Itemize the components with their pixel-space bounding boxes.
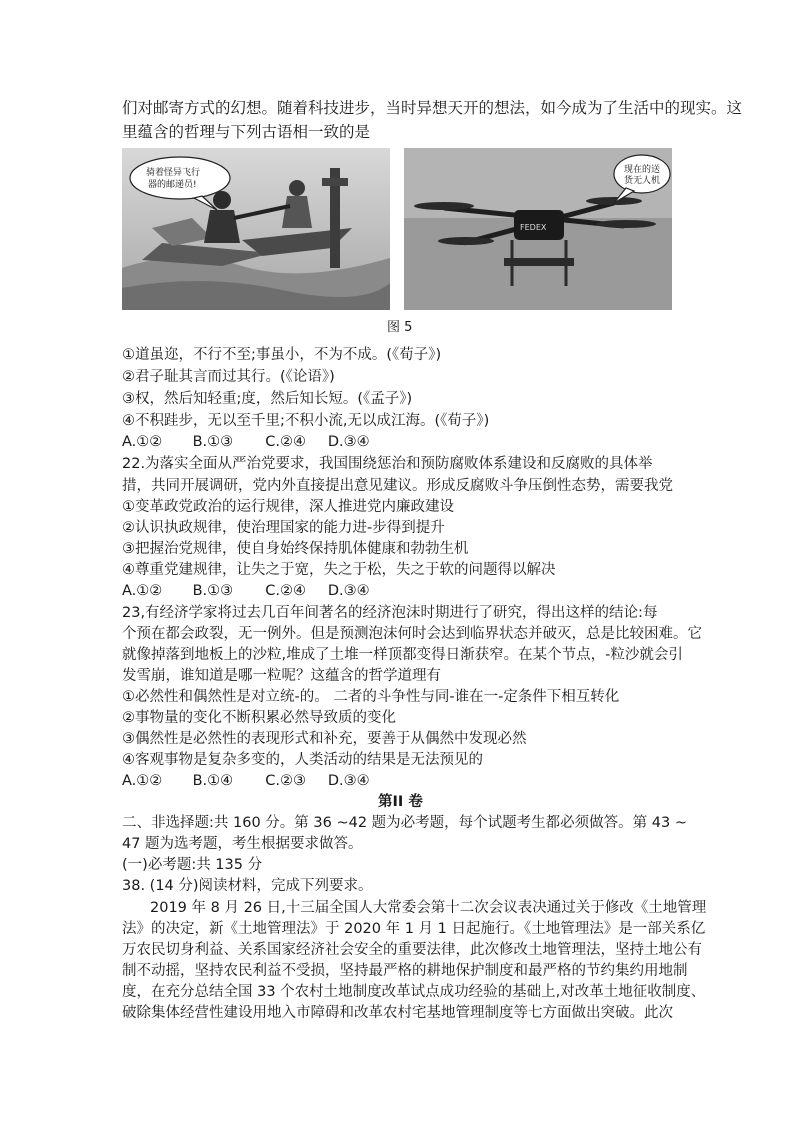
q21-option-d[interactable]: D.③④: [327, 434, 370, 450]
q23-option-c[interactable]: C.②③: [265, 773, 306, 789]
part2-line-2: 47 题为选考题，考生根据要求做答。: [122, 836, 363, 852]
q23-item-3: ③偶然性是必然性的表现形式和补充，要善于从偶然中发现必然: [122, 731, 527, 747]
q21-item-4: ④不积跬步，无以至千里;不积小流,无以成江海。(《荀子》): [122, 413, 490, 429]
q22-option-b[interactable]: B.①③: [192, 583, 234, 599]
left-bubble-line-2: 器的邮递员!: [148, 180, 197, 190]
q21-option-b[interactable]: B.①③: [192, 434, 234, 450]
left-bubble-line-1: 骑着怪异飞行: [146, 168, 201, 178]
q23-option-b[interactable]: B.①④: [192, 773, 234, 789]
figure-caption: 图 5: [387, 320, 413, 335]
q22-stem-2: 措，共同开展调研，党内外直接提出意见建议。形成反腐败斗争压倒性态势，需要我党: [122, 478, 673, 494]
q22-item-4: ④尊重党建规律，让失之于宽，失之于松，失之于软的问题得以解决: [122, 562, 556, 578]
q23-item-1: ①必然性和偶然性是对立统-的。 二者的斗争性与同-谁在一-定条件下相互转化: [122, 689, 620, 705]
right-bubble-line-1: 现在的送: [624, 165, 661, 175]
q22-item-1: ①变革政党政治的运行规律，深人推进党内廉政建设: [122, 499, 454, 515]
part2-line-1: 二、非选择题:共 160 分。第 36 ~42 题为必考题，每个试题考生都必须做答。第 43 ~: [122, 815, 687, 831]
q21-option-c[interactable]: C.②④: [265, 434, 306, 450]
q22-option-c[interactable]: C.②④: [265, 583, 306, 599]
drone-photo: [404, 148, 672, 310]
q23-option-d[interactable]: D.③④: [327, 773, 370, 789]
intro-line-1: 们对邮寄方式的幻想。随着科技进步，当时异想天开的想法，如今成为了生活中的现实。这: [122, 99, 743, 117]
q22-options: [122, 581, 370, 601]
q23-options: [122, 771, 370, 791]
material-line-3: 万农民切身利益、关系国家经济社会安全的重要法律，此次修改土地管理法，坚持土地公有: [122, 942, 702, 958]
material-line-1: 2019 年 8 月 26 日,十三届全国人大常委会第十二次会议表决通过关于修改《土地管理: [150, 900, 707, 916]
q23-stem-3: 就像掉落到地板上的沙粒,堆成了土堆一样顶都变得日渐获窄。在某个节点，-粒沙就会引: [122, 647, 683, 663]
q22-item-3: ③把握治党规律，使自身始终保持肌体健康和勃勃生机: [122, 541, 469, 557]
q23-item-4: ④客观事物是复杂多变的，人类活动的结果是无法预见的: [122, 752, 483, 768]
q23-option-a[interactable]: A.①②: [122, 773, 163, 789]
material-line-4: 制不动摇，坚持农民利益不受损，坚持最严格的耕地保护制度和最严格的节约集约用地制: [122, 963, 688, 979]
q21-item-3: ③权，然后知轻重;度，然后知长短。(《孟子》): [122, 391, 413, 407]
right-bubble-line-2: 货无人机: [624, 176, 661, 186]
q22-stem-1: 22.为落实全面从严治党要求，我国围绕惩治和预防腐败体系建设和反腐败的具体举: [122, 456, 653, 472]
q23-stem-1: 23,有经济学家将过去几百年间著名的经济泡沫时期进行了研究，得出这样的结论:每: [122, 605, 658, 621]
q22-item-2: ②认识执政规律，使治理国家的能力进-步得到提升: [122, 520, 445, 536]
q38-heading: 38. (14 分)阅读材料，完成下列要求。: [122, 878, 373, 894]
figure-5: [122, 148, 672, 310]
material-line-2: 法》的决定，新《土地管理法》于 2020 年 1 月 1 日起施行。《土地管理法》是一部关系亿: [122, 921, 706, 937]
q22-option-d[interactable]: D.③④: [327, 583, 370, 599]
q21-option-a[interactable]: A.①②: [122, 434, 163, 450]
intro-line-2: 里蕴含的哲理与下列古语相一致的是: [122, 123, 371, 141]
part2-title: 第II 卷: [378, 794, 423, 810]
postman-illustration: [122, 148, 390, 310]
q23-stem-2: 个预在都会政裂，无一例外。但是预测泡沫何时会达到临界状态并破灭，总是比较困难。它: [122, 626, 702, 642]
q21-item-2: ②君子耻其言而过其行。(《论语》): [122, 369, 335, 385]
drone-label: FEDEX: [520, 223, 547, 232]
material-line-6: 破除集体经营性建设用地入市障碍和改革农村宅基地管理制度等七方面做出突破。此次: [122, 1005, 673, 1021]
q21-item-1: ①道虽迩，不行不至;事虽小，不为不成。(《荀子》): [122, 347, 442, 363]
part2-line-3: (一)必考题:共 135 分: [122, 857, 263, 873]
q23-stem-4: 发雪崩，谁知道是哪一粒呢？这蕴含的哲学道理有: [122, 668, 441, 684]
q21-options: [122, 432, 370, 452]
material-line-5: 度，在充分总结全国 33 个农村土地制度改革试点成功经验的基础上,对改革土地征收制度、: [122, 984, 706, 1000]
q22-option-a[interactable]: A.①②: [122, 583, 163, 599]
q23-item-2: ②事物量的变化不断积累必然导致质的变化: [122, 710, 396, 726]
